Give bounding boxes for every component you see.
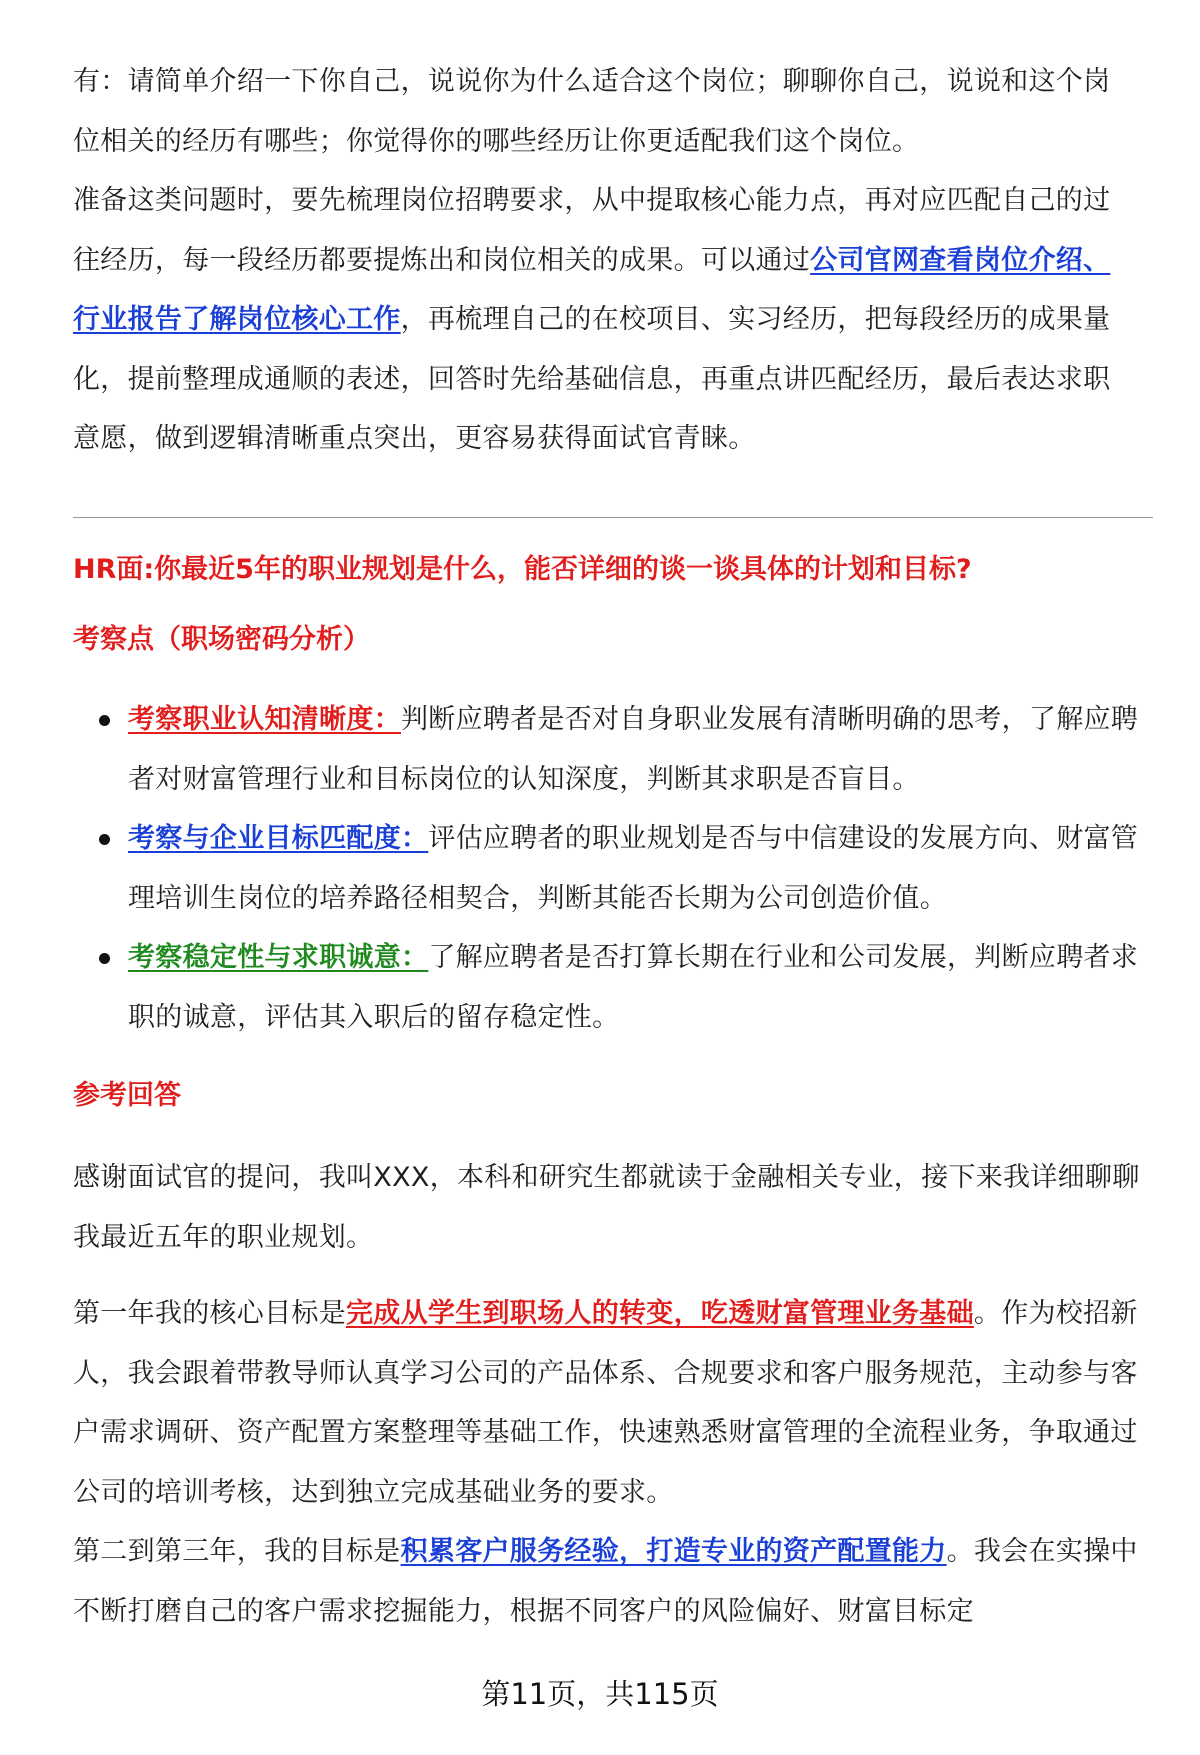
intro-p2-after: ，再梳理自己的在校项目、实习经历，把每段经历的成果量化，提前整理成通顺的表述，回答时先给基础信息，再重点讲匹配经历，最后表达求职意愿，做到逻辑清晰重点突出，更容易获得面试官青睐。 <box>73 304 1111 454</box>
bullet-icon <box>99 715 110 726</box>
intro-paragraph-1: 有：请简单介绍一下你自己，说说你为什么适合这个岗位；聊聊你自己，说说和这个岗位相关的经历有哪些；你觉得你的哪些经历让你更适配我们这个岗位。 <box>73 66 1111 157</box>
analysis-point-label[interactable]: 考察稳定性与求职诚意： <box>128 942 429 973</box>
answer-p2-highlight[interactable]: 完成从学生到职场人的转变，吃透财富管理业务基础 <box>346 1298 974 1329</box>
answer-intro-block <box>73 1148 1143 1267</box>
answer-p2-after: 。作为校招新人，我会跟着带教导师认真学习公司的产品体系、合规要求和客户服务规范，主动参与客户需求调研、资产配置方案整理等基础工作，快速熟悉财富管理的全流程业务，争取通过公司的培训考核，达到独立完成基础业务的要求。 <box>73 1298 1138 1508</box>
intro-section <box>73 52 1133 469</box>
answer-p3-before: 第二到第三年，我的目标是 <box>73 1536 401 1567</box>
reference-heading: 参考回答 <box>73 1080 181 1111</box>
answer-p3-highlight[interactable]: 积累客户服务经验，打造专业的资产配置能力 <box>400 1536 947 1567</box>
page-number: 第11页，共115页 <box>481 1677 719 1711</box>
answer-paragraph-1: 感谢面试官的提问，我叫XXX，本科和研究生都就读于金融相关专业，接下来我详细聊聊我最近五年的职业规划。 <box>73 1162 1140 1253</box>
intro-p2-before: 准备这类问题时，要先梳理岗位招聘要求，从中提取核心能力点，再对应匹配自己的过往经历，每一段经历都要提炼出和岗位相关的成果。可以通过 <box>73 185 1111 276</box>
analysis-points-list <box>73 690 1153 1047</box>
question-heading: HR面:你最近5年的职业规划是什么，能否详细的谈一谈具体的计划和目标? <box>73 554 972 585</box>
answer-plan-block <box>73 1284 1143 1641</box>
bullet-icon <box>99 953 110 964</box>
analysis-point <box>73 809 1153 928</box>
analysis-point-text: 评估应聘者的职业规划是否与中信建设的发展方向、财富管理培训生岗位的培养路径相契合，判断其能否长期为公司创造价值。 <box>128 823 1139 914</box>
answer-p3-after: 。我会在实操中不断打磨自己的客户需求挖掘能力，根据不同客户的风险偏好、财富目标定 <box>73 1536 1138 1627</box>
intro-p2-link[interactable]: 公司官网查看岗位介绍、行业报告了解岗位核心工作 <box>73 244 1111 335</box>
analysis-point-text: 了解应聘者是否打算长期在行业和公司发展，判断应聘者求职的诚意，评估其入职后的留存稳定性。 <box>128 942 1139 1033</box>
analysis-point <box>73 928 1153 1047</box>
answer-paragraph-2 <box>73 1284 1143 1522</box>
answer-paragraph-3 <box>73 1522 1143 1641</box>
analysis-point-label[interactable]: 考察职业认知清晰度： <box>128 704 401 735</box>
analysis-point <box>73 690 1153 809</box>
analysis-heading: 考察点（职场密码分析） <box>73 624 370 655</box>
analysis-point-text: 判断应聘者是否对自身职业发展有清晰明确的思考，了解应聘者对财富管理行业和目标岗位的认知深度，判断其求职是否盲目。 <box>128 704 1139 795</box>
analysis-point-label[interactable]: 考察与企业目标匹配度： <box>128 823 429 854</box>
answer-p2-before: 第一年我的核心目标是 <box>73 1298 346 1329</box>
intro-paragraph-2 <box>73 171 1133 469</box>
bullet-icon <box>99 834 110 845</box>
section-divider <box>73 517 1153 518</box>
